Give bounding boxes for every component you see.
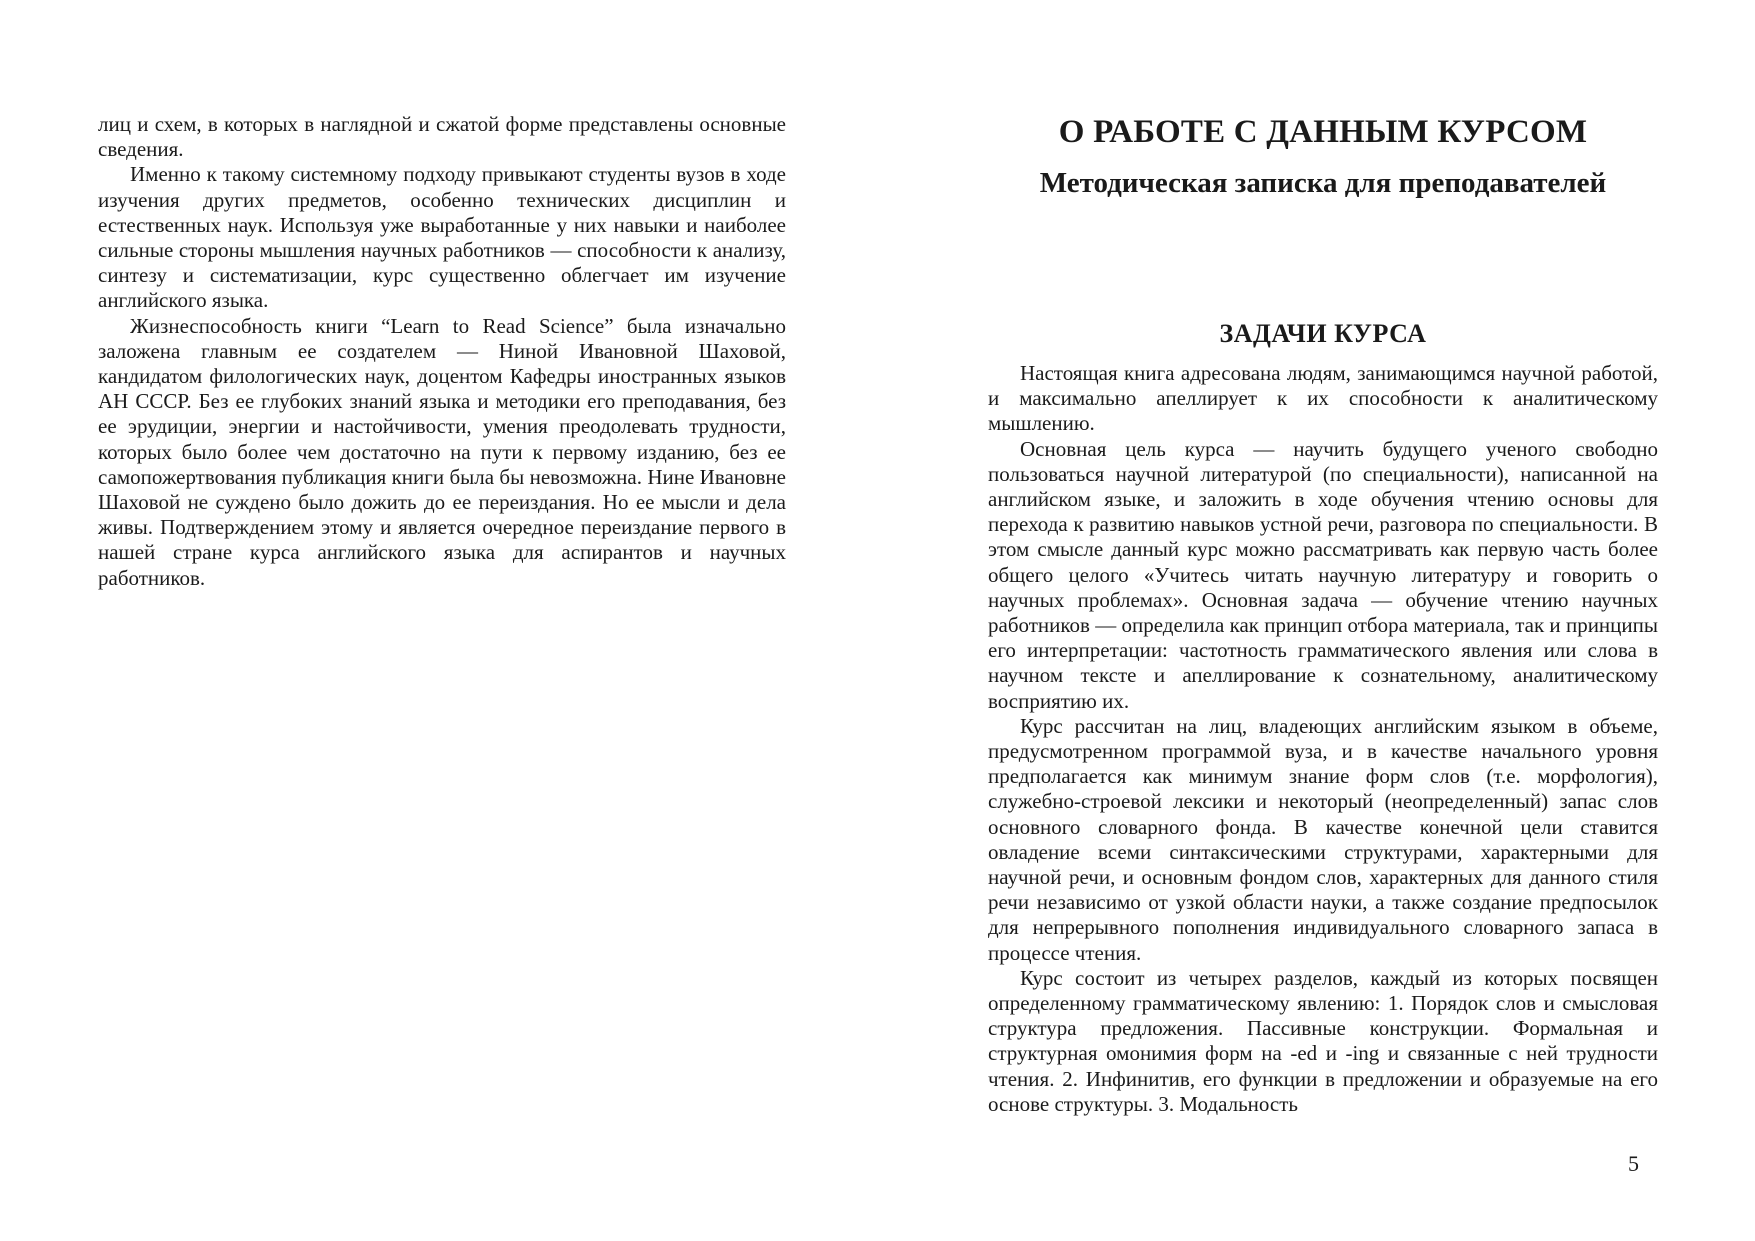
- right-body: [988, 361, 1658, 1117]
- section-heading: ЗАДАЧИ КУРСА: [1219, 319, 1427, 348]
- left-paragraph-1: лиц и схем, в которых в наглядной и сжатой форме представлены основные сведения.: [98, 112, 786, 162]
- left-page: [98, 112, 786, 591]
- chapter-title: О РАБОТЕ С ДАННЫМ КУРСОМ: [1058, 114, 1588, 150]
- right-paragraph-3: Курс рассчитан на лиц, владеющих английским языком в объеме, предусмотренном программой вуза, и в качестве начального уровня предполагается как минимум знание форм слов (т.е. морфология), служебно-строевой лексики и некоторый (неопределенный) запас слов основного словарного фонда. В качестве конечной цели ставится овладение всеми синтаксическими структурами, характерными для научной речи, и основным фондом слов, характерных для данного стиля речи независимо от узкой области науки, а также создание предпосылок для непрерывного пополнения индивидуального словарного запаса в процессе чтения.: [988, 713, 1658, 965]
- left-paragraph-2: Именно к такому системному подходу привыкают студенты вузов в ходе изучения других предметов, особенно технических дисциплин и естественных наук. Используя уже выработанные у них навыки и наиболее сильные стороны мышления научных работников — способности к анализу, синтезу и систематизации, курс существенно облегчает им изучение английского языка.: [98, 162, 786, 313]
- right-paragraph-1: Настоящая книга адресована людям, занимающимся научной работой, и максимально апеллирует к их способности к аналитическому мышлению.: [988, 361, 1658, 436]
- right-paragraph-4: Курс состоит из четырех разделов, каждый из которых посвящен определенному грамматическому явлению: 1. Порядок слов и смысловая структура предложения. Пассивные конструкции. Формальная и структурная омонимия форм на -ed и -ing и связанные с ней трудности чтения. 2. Инфинитив, его функции в предложении и образуемые на его основе структуры. 3. Модальность: [988, 965, 1658, 1116]
- left-paragraph-3: Жизнеспособность книги “Learn to Read Science” была изначально заложена главным ее создателем — Ниной Ивановной Шаховой, кандидатом филологических наук, доцентом Кафедры иностранных языков АН СССР. Без ее глубоких знаний языка и методики его преподавания, без ее эрудиции, энергии и настойчивости, умения преодолевать трудности, которых было более чем достаточно на пути к первому изданию, без ее самопожертвования публикация книги была бы невозможна. Нине Ивановне Шаховой не суждено было дожить до ее переиздания. Но ее мысли и дела живы. Подтверждением этому и является очередное переиздание первого в нашей стране курса английского языка для аспирантов и научных работников.: [98, 313, 786, 590]
- chapter-subtitle: Методическая записка для преподавателей: [1039, 167, 1607, 199]
- right-page: [988, 112, 1658, 1117]
- right-paragraph-2: Основная цель курса — научить будущего ученого свободно пользоваться научной литературой (по специальности), написанной на английском языке, и заложить в ходе обучения чтению основы для перехода к развитию навыков устной речи, разговора по специальности. В этом смысле данный курс можно рассматривать как первую часть более общего целого «Учитесь читать научную литературу и говорить о научных проблемах». Основная задача — обучение чтению научных работников — определила как принцип отбора материала, так и принципы его интерпретации: частотность грамматического явления или слова в научном тексте и апеллирование к сознательному, аналитическому восприятию их.: [988, 436, 1658, 713]
- page-number: 5: [1628, 1151, 1639, 1176]
